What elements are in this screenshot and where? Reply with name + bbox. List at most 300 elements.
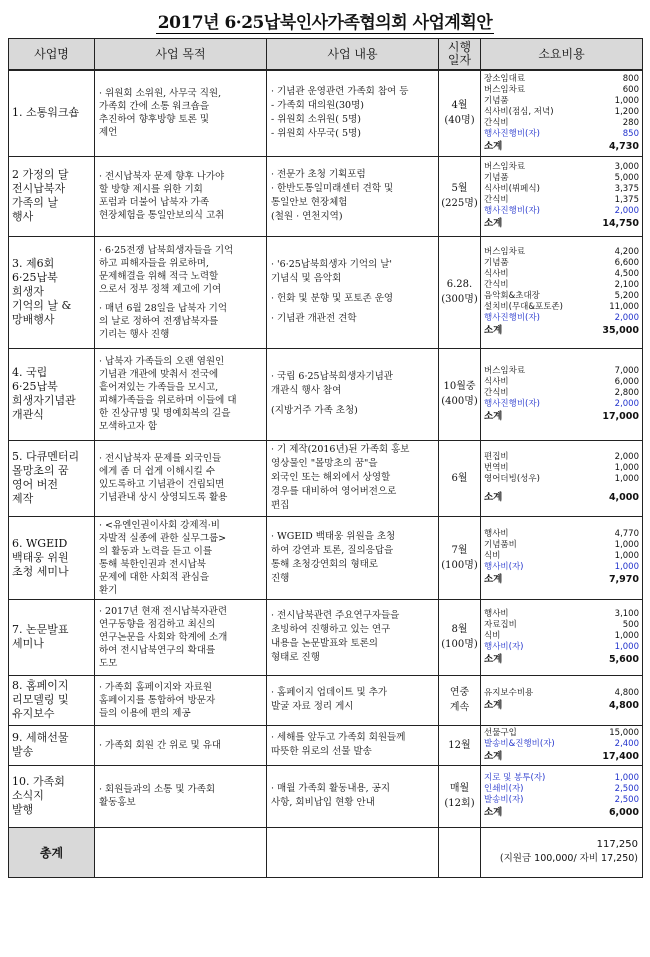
cost-item (484, 96, 639, 107)
cost-item (484, 620, 639, 631)
cost-label: 행사비 (484, 529, 509, 539)
cost-amount: 1,200 (614, 106, 639, 117)
text-line: 환기 (99, 584, 118, 596)
cost-amount: 6,600 (614, 258, 639, 268)
text-line: · 기념관 개관전 견학 (271, 313, 357, 324)
text-line: · 가족회 홈페이지와 자료원 (99, 681, 213, 693)
cost-item (484, 195, 639, 206)
text-line: 6월 (451, 472, 468, 484)
text-line: 영어 버전 (12, 478, 59, 491)
cost-amount: 2,000 (614, 206, 639, 216)
project-costs (481, 516, 643, 599)
project-date (439, 516, 481, 599)
cost-label: 간식비 (484, 387, 509, 398)
cost-label: 간식비 (484, 280, 509, 290)
cost-label: 소계 (484, 218, 503, 229)
text-line: - 가족회 대의원(30명) (271, 100, 364, 112)
total-breakdown: (지원금 100,000/ 자비 17,250) (499, 853, 638, 864)
text-line: 기리는 행사 진행 (99, 328, 170, 340)
cost-label: 소계 (484, 700, 503, 711)
text-line: 기념관 개관에 맞춰서 전국에 (99, 369, 219, 380)
cost-label: 선물구입 (484, 727, 517, 738)
cost-label: 행사진행비(자) (484, 398, 540, 409)
cost-item (484, 551, 639, 562)
text-line: 매월 (449, 783, 470, 794)
text-line: · WGEID 백태웅 위원을 초청 (271, 530, 396, 542)
text-line: 희생자기념관 (12, 394, 76, 407)
cost-item (484, 74, 639, 85)
cost-item (484, 452, 639, 463)
project-name (9, 348, 95, 440)
cost-label: 편집비 (484, 452, 509, 462)
cost-amount: 1,000 (614, 562, 639, 572)
cost-amount: 7,000 (614, 365, 639, 376)
cost-subtotal (484, 140, 639, 153)
text-line: (지방거주 가족 초청) (271, 405, 358, 416)
text-line: 의 날로 정하여 전쟁납북자를 (99, 315, 219, 327)
cost-item (484, 562, 639, 573)
project-name (9, 599, 95, 675)
project-date (439, 599, 481, 675)
project-name (9, 516, 95, 599)
cost-label: 소계 (484, 492, 503, 503)
text-line: 형태로 진행 (271, 652, 320, 663)
cost-item (484, 129, 639, 140)
project-purpose (95, 236, 267, 348)
text-line: · 기 제작(2016년)된 가족회 홍보 (271, 444, 410, 455)
cost-label: 버스임차료 (484, 84, 526, 95)
text-line: 문제해결을 위해 적극 노력할 (99, 270, 219, 282)
text-line: 희생자 (12, 285, 44, 298)
cost-amount: 4,770 (614, 529, 639, 539)
project-name (9, 765, 95, 827)
cost-subtotal (484, 324, 639, 337)
cost-item (484, 162, 639, 173)
text-line: 연구동향을 점검하고 최신의 (99, 618, 216, 630)
cost-label: 소계 (484, 410, 503, 422)
header-name: 사업명 (9, 39, 95, 71)
cost-label: 식사비 (484, 376, 509, 387)
text-line: 기념관내 상시 상영되도록 활용 (99, 492, 228, 503)
cost-item (484, 313, 639, 324)
cost-label: 버스임차료 (484, 162, 526, 172)
text-line: 5. 다큐멘터리 (12, 450, 80, 463)
project-costs (481, 156, 643, 236)
text-line: 활동홍보 (99, 797, 136, 808)
text-line: 백태웅 위원 (12, 550, 69, 564)
text-line: · 납북자 가족들의 오랜 염원인 (99, 356, 225, 367)
cost-label: 소계 (484, 653, 503, 665)
cost-item (484, 399, 639, 410)
text-line: (300명) (441, 294, 478, 305)
text-line: 통해 북한인권과 전시납북 (99, 558, 206, 570)
text-line: 6·25납북 (12, 380, 58, 393)
project-costs (481, 725, 643, 765)
text-line: · 매월 가족회 활동내용, 공지 (271, 783, 391, 794)
cost-label: 기념품 (484, 95, 509, 106)
text-line: 6.28. (446, 279, 473, 290)
project-content (267, 599, 439, 675)
text-line: 하여 강연과 토론, 질의응답을 (271, 544, 394, 556)
cost-label: 행사비(자) (484, 562, 524, 572)
cost-label: 설치비(무대&포토존) (484, 302, 563, 312)
text-line: · 헌화 및 분향 및 포토존 운영 (271, 293, 394, 304)
text-line: 6. WGEID (12, 536, 68, 550)
cost-amount: 4,000 (608, 492, 639, 503)
text-line: 전시납북자 (12, 182, 66, 195)
text-line: 현장체험을 통일안보의식 고취 (99, 210, 225, 221)
header-date: 시행 일자 (439, 39, 481, 71)
cost-item (484, 377, 639, 388)
text-line: · 세해를 앞두고 가족회 회원들께 (271, 732, 406, 743)
cost-amount: 1,000 (614, 630, 639, 641)
text-line: · 매년 6월 28일을 납북자 기억 (99, 302, 228, 314)
text-line: · 회원들과의 소통 및 가족회 (99, 784, 216, 795)
cost-label: 식사비 (484, 269, 509, 279)
cost-amount: 3,375 (614, 184, 639, 194)
cost-subtotal (484, 653, 639, 666)
text-line: 포럼과 더불어 납북자 가족 (99, 197, 210, 208)
text-line: 진행 (271, 572, 290, 584)
text-line: 사항, 회비납입 현황 안내 (271, 797, 375, 808)
cost-label: 기념품 (484, 173, 509, 183)
total-blank-purpose (95, 827, 267, 877)
header-cost: 소요비용 (481, 39, 643, 71)
cost-label: 소계 (484, 574, 503, 585)
project-purpose (95, 156, 267, 236)
table-row (9, 70, 643, 156)
table-row (9, 599, 643, 675)
text-line: · 국립 6·25납북희생자기념관 (271, 371, 393, 382)
text-line: - 위원회 소위원( 5명) (271, 114, 361, 126)
text-line: 경우를 대비하여 영어버전으로 (271, 486, 397, 497)
text-line: 8월 (451, 624, 468, 635)
project-name (9, 675, 95, 725)
cost-amount: 1,000 (614, 641, 639, 652)
project-purpose (95, 675, 267, 725)
text-line: 4. 국립 (12, 366, 48, 379)
cost-label: 소계 (484, 140, 503, 152)
project-purpose (95, 440, 267, 516)
text-line: · 2017년 현재 전시납북자관련 (99, 605, 228, 617)
text-line: 하여 전시납북연구의 확대를 (99, 644, 216, 656)
text-line: · 홈페이지 업데이트 및 추가 (271, 687, 388, 698)
text-line: 발송 (12, 745, 34, 758)
cost-item (484, 258, 639, 269)
cost-amount: 4,500 (614, 269, 639, 279)
text-line: · 기념관 운영관련 가족회 참여 등 (271, 86, 409, 98)
cost-amount: 6,000 (608, 807, 639, 818)
cost-label: 식사비(점심, 저녁) (484, 106, 554, 117)
text-line: 2 가정의 달 (12, 168, 69, 181)
text-line: 기억의 날 & (12, 299, 72, 312)
cost-item (484, 688, 639, 699)
cost-item (484, 107, 639, 118)
project-purpose (95, 725, 267, 765)
cost-item (484, 247, 639, 258)
project-costs (481, 765, 643, 827)
cost-label: 행사진행비(자) (484, 128, 540, 139)
total-blank-date (439, 827, 481, 877)
cost-subtotal (484, 410, 639, 423)
text-line: 3. 제6회 (12, 257, 55, 270)
cost-amount: 6,000 (614, 376, 639, 387)
project-date (439, 765, 481, 827)
text-line: 4월 (451, 100, 468, 112)
text-line: 따뜻한 위로의 선물 발송 (271, 746, 372, 757)
text-line: · 가족회 회원 간 위로 및 유대 (99, 739, 222, 751)
text-line: (225명) (441, 198, 478, 209)
text-line: 할 방향 제시를 위한 기회 (99, 184, 203, 195)
text-line: 7월 (451, 544, 468, 556)
project-content (267, 440, 439, 516)
text-line: 가족회 간에 소통 워크숍을 (99, 101, 210, 113)
cost-item (484, 529, 639, 540)
table-row (9, 765, 643, 827)
table-row (9, 236, 643, 348)
cost-amount: 4,800 (614, 688, 639, 698)
cost-item (484, 463, 639, 474)
text-line: 홈페이지를 통합하여 방문자 (99, 694, 216, 706)
text-line: 통해 초청강연회의 형태로 (271, 558, 378, 570)
text-line: 가족의 날 (12, 196, 59, 209)
cost-item (484, 173, 639, 184)
text-line: 제언 (99, 127, 118, 139)
text-line: 발굴 자료 정리 게시 (271, 701, 354, 712)
cost-item (484, 269, 639, 280)
cost-amount: 5,200 (614, 291, 639, 301)
cost-item (484, 642, 639, 653)
cost-amount: 17,400 (602, 750, 639, 762)
project-purpose (95, 348, 267, 440)
text-line: · 전시납북관련 주요연구자들을 (271, 610, 400, 621)
project-content (267, 675, 439, 725)
project-costs (481, 675, 643, 725)
cost-item (484, 739, 639, 750)
text-line: 문제에 대한 사회적 관심을 (99, 571, 210, 583)
cost-amount: 2,400 (614, 738, 639, 749)
project-date (439, 70, 481, 156)
text-line: · <유엔인권이사회 강제적·비 (99, 519, 220, 531)
table-row (9, 675, 643, 725)
text-line: 영상물인 "몰망초의 꿈"을 (271, 458, 378, 469)
text-line: - 위원회 사무국( 5명) (271, 128, 361, 140)
cost-amount: 1,000 (614, 95, 639, 106)
text-line: 개관식 행사 참여 (271, 385, 342, 396)
cost-label: 유지보수비용 (484, 688, 534, 698)
text-line: 5월 (451, 183, 468, 194)
cost-label: 발송비(자) (484, 795, 524, 805)
cost-label: 인쇄비(자) (484, 784, 524, 794)
business-plan-table (8, 38, 643, 878)
project-name (9, 440, 95, 516)
cost-label: 식비 (484, 551, 501, 561)
text-line: 들의 이용에 편의 제공 (99, 707, 191, 719)
cost-label: 지로 및 봉투(자) (484, 773, 546, 783)
text-line: 흩어져있는 가족들을 모시고, (99, 382, 219, 393)
cost-amount: 3,100 (614, 608, 639, 619)
total-amount-cell (481, 827, 643, 877)
cost-item (484, 784, 639, 795)
text-line: 초청 세미나 (12, 564, 69, 578)
text-line: 망배행사 (12, 313, 55, 326)
cost-item (484, 206, 639, 217)
text-line: 편집 (271, 500, 290, 511)
cost-label: 장소임대료 (484, 73, 526, 84)
project-date (439, 440, 481, 516)
cost-amount: 2,500 (614, 784, 639, 794)
text-line: (철원 · 연천지역) (271, 211, 343, 222)
table-row (9, 516, 643, 599)
text-line: 발행 (12, 803, 34, 816)
text-line: 1. 소통워크숍 (12, 106, 80, 120)
cost-amount: 2,100 (614, 280, 639, 290)
cost-item (484, 388, 639, 399)
project-content (267, 725, 439, 765)
text-line: 10. 가족회 (12, 775, 65, 788)
project-content (267, 156, 439, 236)
table-row (9, 348, 643, 440)
cost-amount: 600 (622, 84, 639, 95)
cost-label: 소계 (484, 807, 503, 818)
total-blank-content (267, 827, 439, 877)
cost-amount: 2,800 (614, 387, 639, 398)
cost-item (484, 631, 639, 642)
text-line: 소식지 (12, 789, 44, 802)
header-row (9, 39, 643, 71)
text-line: · 6·25전쟁 납북희생자들을 기억 (99, 244, 234, 256)
text-line: 몰망초의 꿈 (12, 464, 69, 477)
cost-item (484, 280, 639, 291)
text-line: 12월 (448, 739, 471, 751)
cost-amount: 3,000 (614, 162, 639, 172)
cost-amount: 1,000 (614, 773, 639, 783)
cost-amount: 35,000 (602, 325, 639, 336)
cost-subtotal (484, 699, 639, 712)
cost-label: 행사비 (484, 608, 509, 619)
cost-item (484, 609, 639, 620)
cost-label: 식사비(뷔페식) (484, 184, 540, 194)
text-line: 통일안보 현장체험 (271, 197, 348, 208)
text-line: 추진하여 향후방향 토론 및 (99, 114, 210, 126)
text-line: (100명) (441, 559, 478, 571)
cost-amount: 1,000 (614, 474, 639, 484)
text-line: 행사 (12, 210, 34, 223)
total-label: 총계 (9, 827, 95, 877)
text-line: 초빙하여 진행하고 있는 연구 (271, 624, 391, 635)
text-line: 있도록하고 기념관이 건립되면 (99, 479, 225, 490)
total-row (9, 827, 643, 877)
project-content (267, 236, 439, 348)
project-costs (481, 236, 643, 348)
text-line: 유지보수 (12, 707, 55, 720)
project-purpose (95, 70, 267, 156)
text-line: 6·25납북 (12, 271, 58, 284)
cost-amount: 2,500 (614, 795, 639, 805)
cost-item (484, 795, 639, 806)
cost-label: 행사진행비(자) (484, 313, 540, 323)
cost-label: 버스임차료 (484, 247, 526, 257)
text-line: · 위원회 소위원, 사무국 직원, (99, 88, 222, 100)
cost-amount: 4,200 (614, 247, 639, 257)
cost-label: 기념품 (484, 258, 509, 268)
text-line: (40명) (444, 115, 475, 127)
cost-amount: 17,000 (602, 410, 639, 422)
text-line: · 한반도통일미래센터 견학 및 (271, 183, 394, 194)
text-line: 도모 (99, 657, 118, 669)
cost-amount: 800 (622, 73, 639, 84)
project-date (439, 156, 481, 236)
cost-item (484, 366, 639, 377)
cost-amount: 5,000 (614, 173, 639, 183)
cost-label: 기념품비 (484, 540, 517, 550)
cost-label: 소계 (484, 750, 503, 762)
cost-amount: 4,730 (608, 140, 639, 152)
text-line: 의 활동과 노력을 듣고 이를 (99, 545, 213, 557)
cost-label: 버스임차료 (484, 365, 526, 376)
text-line: 에게 좀 더 쉽게 이해시킬 수 (99, 466, 216, 477)
text-line: 9. 세해선물 (12, 731, 69, 744)
text-line: 연중 (449, 687, 470, 698)
text-line: 내용을 논문발표와 토론의 (271, 638, 378, 649)
cost-subtotal (484, 491, 639, 504)
cost-label: 발송비&진행비(자) (484, 738, 555, 749)
header-content: 사업 내용 (267, 39, 439, 71)
cost-label: 간식비 (484, 195, 509, 205)
project-content (267, 516, 439, 599)
cost-amount: 1,000 (614, 540, 639, 550)
text-line: (400명) (441, 396, 478, 407)
text-line: 모색하고자 함 (99, 421, 158, 432)
project-purpose (95, 599, 267, 675)
cost-item (484, 773, 639, 784)
project-costs (481, 70, 643, 156)
project-costs (481, 348, 643, 440)
text-line: 개관식 (12, 408, 44, 421)
cost-subtotal (484, 750, 639, 763)
cost-item (484, 184, 639, 195)
text-line: 계속 (449, 702, 470, 713)
cost-amount: 2,000 (614, 452, 639, 462)
cost-item (484, 474, 639, 485)
cost-amount: 500 (622, 619, 639, 630)
cost-subtotal (484, 217, 639, 230)
cost-amount: 1,000 (614, 463, 639, 473)
project-content (267, 765, 439, 827)
project-content (267, 348, 439, 440)
text-line: · 전시납북자 문제를 외국인들 (99, 453, 222, 464)
text-line: 리모델링 및 (12, 693, 69, 706)
cost-label: 행사진행비(자) (484, 206, 540, 216)
cost-subtotal (484, 573, 639, 586)
project-content (267, 70, 439, 156)
text-line: 하고 피해자들을 위로하며, (99, 257, 210, 269)
cost-amount: 14,750 (602, 218, 639, 229)
text-line: 외국인 또는 해외에서 상영할 (271, 472, 391, 483)
cost-label: 간식비 (484, 117, 509, 128)
text-line: 7. 논문발표 (12, 623, 69, 636)
text-line: 세미나 (12, 637, 44, 650)
project-name (9, 725, 95, 765)
text-line: 제작 (12, 492, 34, 505)
text-line: · 전시납북자 문제 향후 나가야 (99, 171, 225, 182)
text-line: 연구논문을 사회와 학계에 소개 (99, 631, 228, 643)
cost-label: 소계 (484, 325, 503, 336)
cost-amount: 4,800 (608, 700, 639, 711)
project-date (439, 236, 481, 348)
text-line: · '6·25납북희생자 기억의 날' (271, 259, 393, 270)
text-line: 한 진상규명 및 명예회복의 길을 (99, 408, 231, 419)
